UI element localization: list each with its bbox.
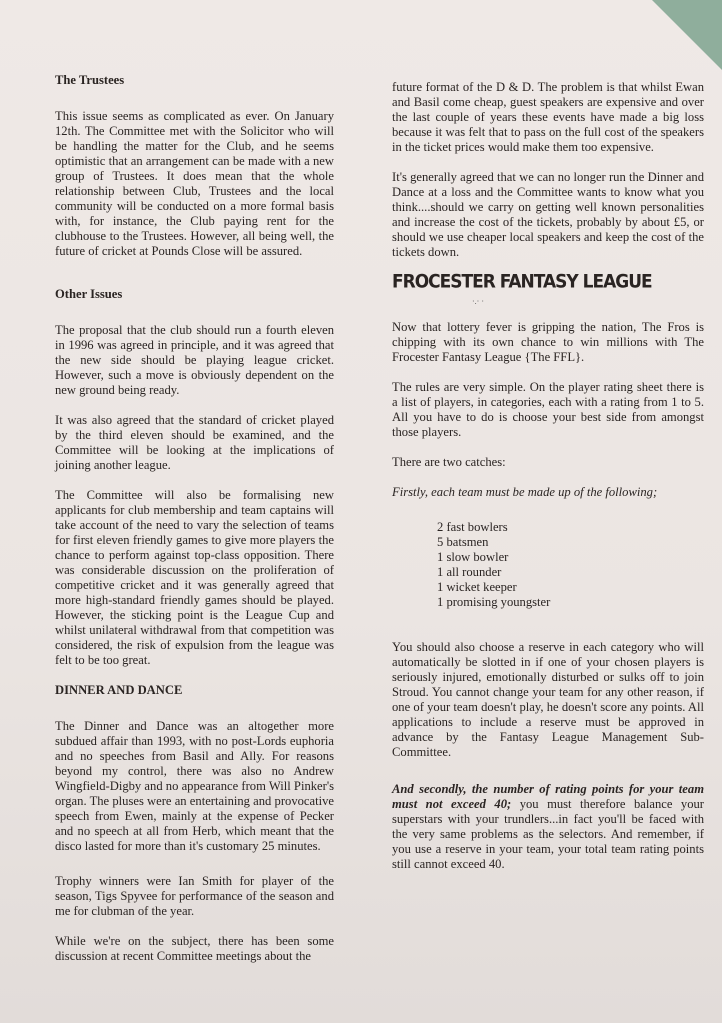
trustees-paragraph: This issue seems as complicated as ever. On January 12th. The Committee met with the Solicitor who will be handling the matter for the Club, and he seems optimistic that an arrangement can be made with a new group of Trustees. It does mean that the whole relationship between Club, Trustees and the local community will be conducted on a more formal basis with, for instance, the Club paying rent for the clubhouse to the Trustees. However, all being well, the future of cricket at Pounds Close will be assured. bbox=[55, 109, 334, 258]
team-list-item: 2 fast bowlers bbox=[437, 520, 508, 534]
team-list bbox=[437, 520, 704, 610]
secondly-bold: And secondly, the number of rating points for your team must not exceed 40; bbox=[392, 782, 704, 811]
continued-paragraph-1: future format of the D & D. The problem is that whilst Ewan and Basil come cheap, guest speakers are expensive and over the last couple of years these events have made a big loss because it was felt that to pass on the full cost of the speakers in the ticket prices would make them too expensive. bbox=[392, 80, 704, 154]
team-list-item: 5 batsmen bbox=[437, 535, 489, 549]
other-paragraph-2: It was also agreed that the standard of cricket played by the third eleven should be examined, and the Committee will be looking at the implications of joining another league. bbox=[55, 413, 334, 472]
other-issues-heading: Other Issues bbox=[55, 287, 123, 301]
continued-paragraph-2: It's generally agreed that we can no longer run the Dinner and Dance at a loss and the Committee wants to know what you think....should we carry on getting well known personalities and increase the cost of the tickets, probably by about £5, or should we use cheaper local speakers and keep the cost of the tickets down. bbox=[392, 170, 704, 259]
right-column bbox=[392, 80, 704, 887]
firstly-rule: Firstly, each team must be made up of the following; bbox=[392, 485, 658, 499]
print-speckle: ·.· · bbox=[472, 297, 484, 306]
ffl-paragraph-2: The rules are very simple. On the player rating sheet there is a list of players, in categories, each with a rating from 1 to 5. All you have to do is choose your best side from amongst those players. bbox=[392, 380, 704, 439]
team-list-item: 1 promising youngster bbox=[437, 595, 551, 609]
trustees-heading: The Trustees bbox=[55, 73, 125, 87]
team-list-item: 1 wicket keeper bbox=[437, 580, 517, 594]
reserve-paragraph: You should also choose a reserve in each category who will automatically be slotted in if one of your chosen players is seriously injured, emotionally disturbed or sulks off to join Stroud. You cannot change your team for any other reason, if one of your team doesn't play, he doesn't score any points. All applications to include a reserve must be approved in advance by the Fantasy League Management Sub-Committee. bbox=[392, 640, 704, 759]
team-list-item: 1 slow bowler bbox=[437, 550, 509, 564]
dinner-heading: DINNER AND DANCE bbox=[55, 683, 183, 697]
ffl-paragraph-3: There are two catches: bbox=[392, 455, 506, 469]
other-paragraph-1: The proposal that the club should run a fourth eleven in 1996 was agreed in principle, and it was agreed that the new side should be playing league cricket. However, such a move is obviously dependent on the new ground being ready. bbox=[55, 323, 334, 397]
other-paragraph-3: The Committee will also be formalising new applicants for club membership and team captains will take account of the need to vary the selection of teams for first eleven friendly games to give more players the chance to perform against top-class opposition. There was considerable discussion on the proliferation of competitive cricket and it was generally agreed that more high-standard friendly games should be played. However, the sticking point is the League Cup and whilst unilateral withdrawal from that competition was considered, the risk of expulsion from the league was felt to be too great. bbox=[55, 488, 334, 667]
dinner-paragraph-3: While we're on the subject, there has been some discussion at recent Committee meetings about the bbox=[55, 934, 334, 963]
dinner-paragraph-2: Trophy winners were Ian Smith for player of the season, Tigs Spyvee for performance of the season and me for clubman of the year. bbox=[55, 874, 334, 918]
dinner-paragraph-1: The Dinner and Dance was an altogether more subdued affair than 1993, with no post-Lords euphoria and no speeches from Basil and Ally. For reasons beyond my control, there was also no Andrew Wingfield-Digby and no appearance from Will Pinker's organ. The pluses were an entertaining and provocative speech from Ewen, mainly at the expense of Pecker and no speech at all from Herb, which meant that the disco lasted for more than it's customary 25 minutes. bbox=[55, 719, 334, 853]
left-column bbox=[55, 66, 334, 979]
secondly-rule bbox=[392, 782, 704, 872]
page-corner bbox=[652, 0, 722, 70]
ffl-paragraph-1: Now that lottery fever is gripping the nation, The Fros is chipping with its own chance to win millions with The Frocester Fantasy League {The FFL}. bbox=[392, 320, 704, 364]
secondly-rest: you must therefore balance your superstars with your trundlers...in fact you'll be faced with the very same problems as the selectors. And remember, if you use a reserve in your team, your total team rating points still cannot exceed 40. bbox=[392, 797, 704, 871]
team-list-item: 1 all rounder bbox=[437, 565, 502, 579]
ffl-heading: FROCESTER FANTASY LEAGUE bbox=[392, 270, 652, 293]
